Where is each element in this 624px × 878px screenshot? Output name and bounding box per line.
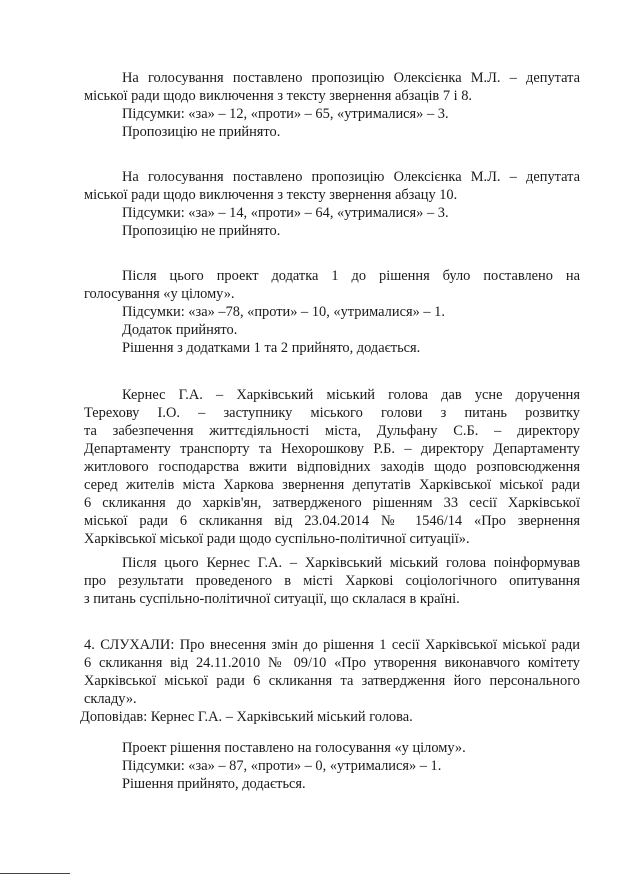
item-4-outcome: Рішення прийнято, додається. [122,776,306,792]
survey-line-2: про результати проведеного в місті Харкові соціологічного опитування [84,573,580,589]
instruction-line-7: 6 скликання до харків'ян, затвердженого рішенням 33 сесії Харківської [84,495,580,511]
vote-1-outcome: Пропозицію не прийнято. [122,124,281,140]
instruction-line-3: та забезпечення життєдіяльності міста, Дульфану С.Б. – директору [84,423,580,439]
vote-1-line-1: На голосування поставлено пропозицію Олексієнка М.Л. – депутата [122,70,580,86]
vote-3-results: Підсумки: «за» –78, «проти» – 10, «утрималися» – 1. [122,304,445,320]
instruction-line-9: Харківської міської ради щодо суспільно-політичної ситуації». [84,531,470,547]
item-4-heard-line-4: складу». [84,691,137,707]
survey-paragraph [84,554,580,608]
instruction-line-8: міської ради 6 скликання від 23.04.2014 № 1546/14 «Про звернення [84,513,580,529]
vote-2-outcome: Пропозицію не прийнято. [122,223,281,239]
item-4-heard-line-2: 6 скликання від 24.11.2010 № 09/10 «Про утворення виконавчого комітету [84,655,580,671]
vote-2-results: Підсумки: «за» – 14, «проти» – 64, «утрималися» – 3. [122,205,449,221]
vote-3-outcome-appendix: Додаток прийнято. [122,322,238,338]
item-4-heard-line-3: Харківської міської ради 6 скликання та затвердження його персонального [84,673,580,689]
instruction-paragraph [84,386,580,548]
vote-1-results: Підсумки: «за» – 12, «проти» – 65, «утрималися» – 3. [122,106,449,122]
vote-3-line-1: Після цього проект додатка 1 до рішення було поставлено на [122,268,580,284]
vote-3-outcome-decision: Рішення з додатками 1 та 2 прийнято, додається. [122,340,421,356]
item-4-heard-line-1: 4. СЛУХАЛИ: Про внесення змін до рішення 1 сесії Харківської міської ради [84,637,580,653]
item-4-results: Підсумки: «за» – 87, «проти» – 0, «утрималися» – 1. [122,758,442,774]
vote-block-3 [84,267,580,357]
survey-line-1: Після цього Кернес Г.А. – Харківський міський голова поінформував [122,555,580,571]
vote-3-line-2: голосування «у цілому». [84,286,235,302]
item-4-vote-line: Проект рішення поставлено на голосування «у цілому». [122,740,466,756]
vote-block-2 [84,168,580,240]
survey-line-3: з питань суспільно-політичної ситуації, що склалася в країні. [84,591,460,607]
vote-block-1 [84,69,580,141]
instruction-line-4: Департаменту транспорту та Нехорошкову Р.Б. – директору Департаменту [84,441,580,457]
footnote-divider [0,873,70,874]
instruction-line-1: Кернес Г.А. – Харківський міський голова дав усне доручення [122,387,580,403]
agenda-item-4 [80,636,580,726]
vote-1-line-2: міської ради щодо виключення з тексту звернення абзаців 7 і 8. [84,88,473,104]
instruction-line-6: серед жителів міста Харкова звернення депутатів Харківської міської ради [84,477,580,493]
item-4-speaker: Доповідав: Кернес Г.А. – Харківський міський голова. [80,709,413,725]
instruction-line-5: житлового господарства вжити відповідних заходів щодо розповсюдження [84,459,580,475]
vote-2-line-2: міської ради щодо виключення з тексту звернення абзацу 10. [84,187,458,203]
vote-2-line-1: На голосування поставлено пропозицію Олексієнка М.Л. – депутата [122,169,580,185]
instruction-line-2: Терехову І.О. – заступнику міського голови з питань розвитку [84,405,580,421]
item-4-vote [84,739,580,793]
